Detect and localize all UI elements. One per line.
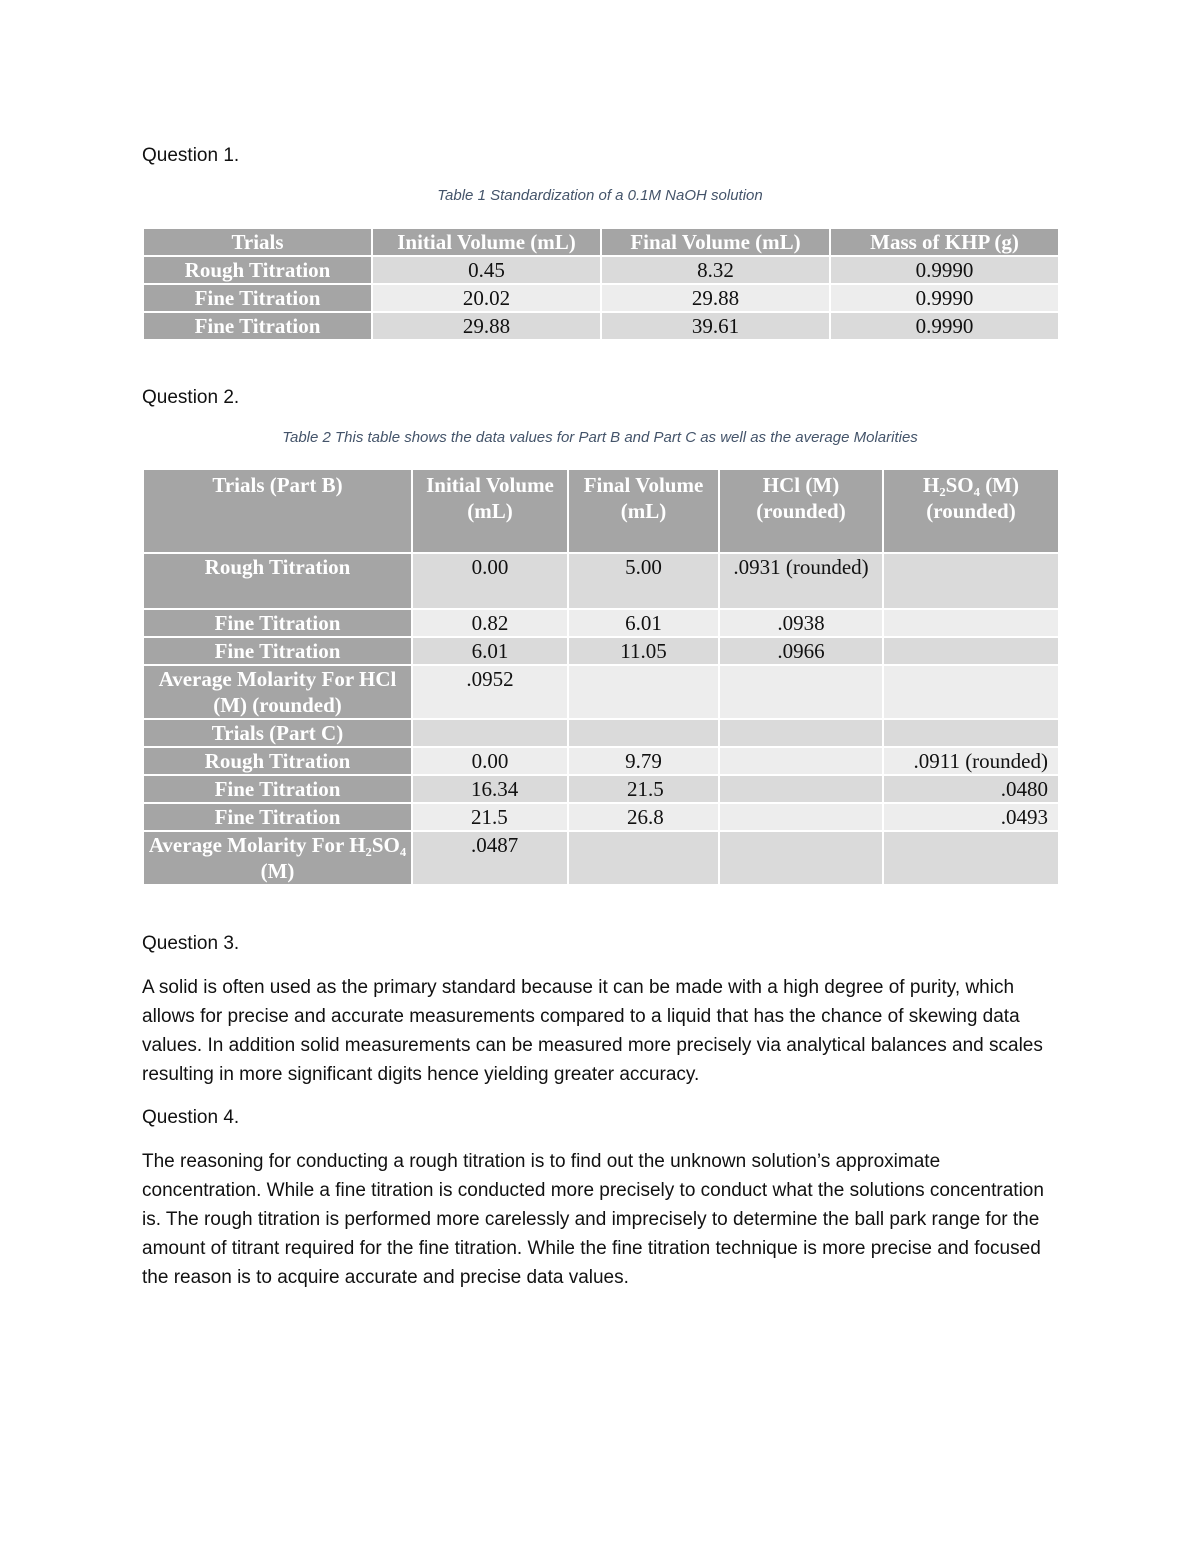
- table-row: [143, 637, 1059, 665]
- column-header: H₂SO₄ (M) (rounded): [883, 469, 1059, 553]
- h2so4-molarity-cell: [883, 609, 1059, 637]
- table-row: [143, 312, 1059, 340]
- initial-volume-cell: 21.5: [412, 803, 568, 831]
- column-header: HCl (M) (rounded): [719, 469, 883, 553]
- khp-mass-cell: 0.9990: [830, 256, 1059, 284]
- khp-mass-cell: 0.9990: [830, 312, 1059, 340]
- final-volume-cell: 29.88: [601, 284, 830, 312]
- hcl-molarity-cell: .0931 (rounded): [719, 553, 883, 609]
- row-label: Fine Titration: [143, 284, 372, 312]
- column-header: Trials (Part B): [143, 469, 412, 553]
- initial-volume-cell: 16.34: [412, 775, 568, 803]
- question-2-heading: Question 2.: [142, 387, 240, 408]
- column-header: Initial Volume (mL): [412, 469, 568, 553]
- initial-volume-cell: 0.00: [412, 747, 568, 775]
- hcl-molarity-cell: [719, 747, 883, 775]
- hcl-molarity-cell: [719, 803, 883, 831]
- hcl-molarity-cell: [719, 719, 883, 747]
- question-4-answer: The reasoning for conducting a rough titration is to find out the unknown solution’s approximate concentration. While a fine titration is conducted more precisely to conduct what the solutions concentration is. The rough titration is performed more carelessly and imprecisely to determine the ball park range for the amount of titrant required for the fine titration. While the fine titration technique is more precise and focused the reason is to acquire accurate and precise data values.: [142, 1151, 1044, 1288]
- column-header: Final Volume (mL): [601, 228, 830, 256]
- hcl-molarity-cell: [719, 831, 883, 885]
- final-volume-cell: 21.5: [568, 775, 719, 803]
- table-row: [143, 831, 1059, 885]
- table-row: [143, 609, 1059, 637]
- final-volume-cell: 8.32: [601, 256, 830, 284]
- initial-volume-cell: .0487: [412, 831, 568, 885]
- table-2-molarity-data: [142, 468, 1060, 886]
- final-volume-cell: 6.01: [568, 609, 719, 637]
- h2so4-molarity-cell: .0493: [883, 803, 1059, 831]
- final-volume-cell: 11.05: [568, 637, 719, 665]
- row-label: Fine Titration: [143, 775, 412, 803]
- table-row: [143, 284, 1059, 312]
- final-volume-cell: 26.8: [568, 803, 719, 831]
- initial-volume-cell: .0952: [412, 665, 568, 719]
- initial-volume-cell: 0.45: [372, 256, 601, 284]
- final-volume-cell: [568, 665, 719, 719]
- table-2-caption: Table 2 This table shows the data values for Part B and Part C as well as the average Molarities: [282, 429, 918, 446]
- column-header: Mass of KHP (g): [830, 228, 1059, 256]
- h2so4-molarity-cell: .0480: [883, 775, 1059, 803]
- final-volume-cell: 5.00: [568, 553, 719, 609]
- table-1-naoh-standardization: [142, 227, 1060, 341]
- row-label: Average Molarity For HCl (M) (rounded): [143, 665, 412, 719]
- row-label: Average Molarity For H₂SO₄ (M): [143, 831, 412, 885]
- initial-volume-cell: 6.01: [412, 637, 568, 665]
- final-volume-cell: [568, 831, 719, 885]
- table-row: [143, 256, 1059, 284]
- table-1-header-row: [143, 228, 1059, 256]
- question-3-answer: A solid is often used as the primary standard because it can be made with a high degree of purity, which allows for precise and accurate measurements compared to a liquid that has the chance of skewing data values. In addition solid measurements can be measured more precisely via analytical balances and scales resulting in more significant digits hence yielding greater accuracy.: [142, 977, 1043, 1085]
- column-header: Initial Volume (mL): [372, 228, 601, 256]
- initial-volume-cell: 0.00: [412, 553, 568, 609]
- question-3-heading: Question 3.: [142, 933, 240, 954]
- row-label: Rough Titration: [143, 553, 412, 609]
- table-row: [143, 803, 1059, 831]
- table-row: [143, 665, 1059, 719]
- table-row: [143, 747, 1059, 775]
- khp-mass-cell: 0.9990: [830, 284, 1059, 312]
- row-label: Fine Titration: [143, 609, 412, 637]
- row-label: Rough Titration: [143, 256, 372, 284]
- column-header: Trials: [143, 228, 372, 256]
- column-header: Final Volume (mL): [568, 469, 719, 553]
- initial-volume-cell: [412, 719, 568, 747]
- row-label: Fine Titration: [143, 803, 412, 831]
- h2so4-molarity-cell: [883, 637, 1059, 665]
- initial-volume-cell: 29.88: [372, 312, 601, 340]
- row-label: Rough Titration: [143, 747, 412, 775]
- hcl-molarity-cell: [719, 775, 883, 803]
- hcl-molarity-cell: .0938: [719, 609, 883, 637]
- h2so4-molarity-cell: .0911 (rounded): [883, 747, 1059, 775]
- hcl-molarity-cell: .0966: [719, 637, 883, 665]
- initial-volume-cell: 20.02: [372, 284, 601, 312]
- initial-volume-cell: 0.82: [412, 609, 568, 637]
- row-label: Fine Titration: [143, 637, 412, 665]
- table-row: [143, 719, 1059, 747]
- table-1-caption: Table 1 Standardization of a 0.1M NaOH solution: [437, 187, 763, 204]
- final-volume-cell: 39.61: [601, 312, 830, 340]
- h2so4-molarity-cell: [883, 553, 1059, 609]
- h2so4-molarity-cell: [883, 665, 1059, 719]
- question-1-heading: Question 1.: [142, 145, 240, 166]
- table-row: [143, 775, 1059, 803]
- final-volume-cell: 9.79: [568, 747, 719, 775]
- hcl-molarity-cell: [719, 665, 883, 719]
- h2so4-molarity-cell: [883, 719, 1059, 747]
- row-label: Fine Titration: [143, 312, 372, 340]
- table-row: [143, 553, 1059, 609]
- h2so4-molarity-cell: [883, 831, 1059, 885]
- row-label: Trials (Part C): [143, 719, 412, 747]
- final-volume-cell: [568, 719, 719, 747]
- table-2-header-row: [143, 469, 1059, 553]
- question-4-heading: Question 4.: [142, 1107, 240, 1128]
